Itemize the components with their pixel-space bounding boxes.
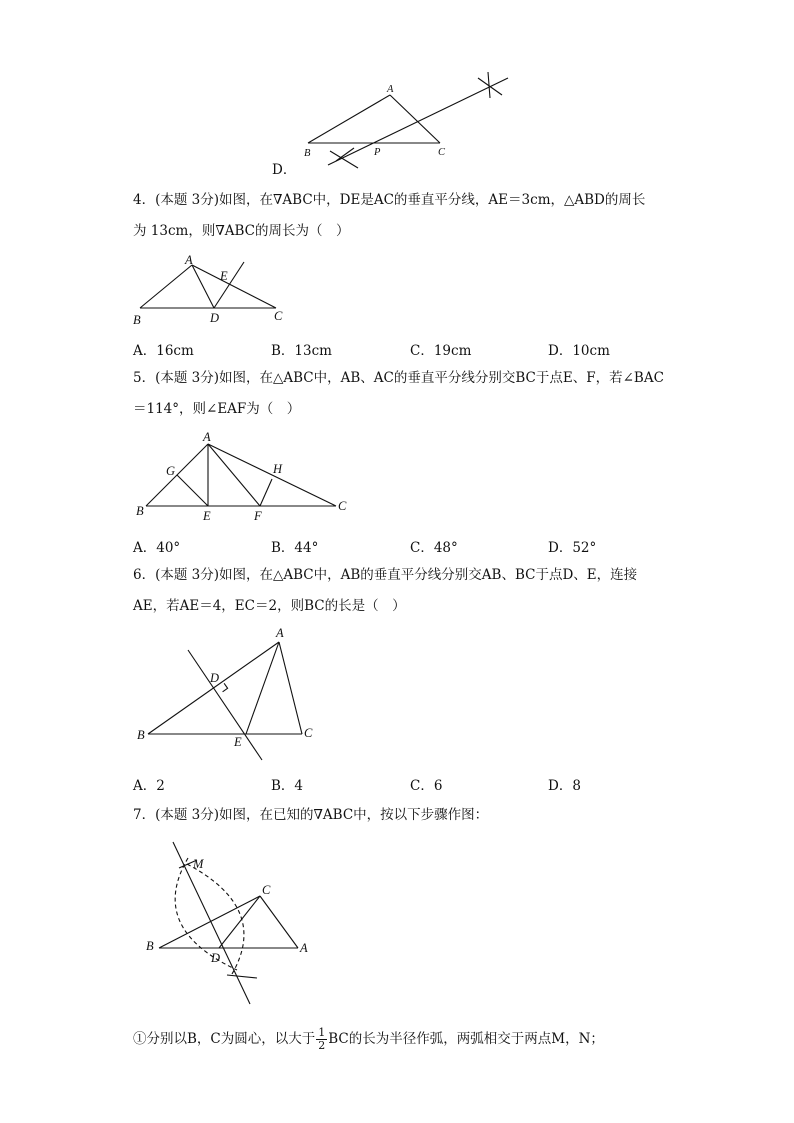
arc-centered-c (175, 858, 237, 970)
arc-mark (336, 148, 354, 161)
step1-text-after: BC的长为半径作弧，两弧相交于两点M，N； (328, 1031, 604, 1047)
q5-option-d[interactable]: D．52° (548, 540, 597, 556)
question-6 (133, 560, 673, 622)
label-d: D (210, 671, 220, 685)
label-p: P (374, 147, 381, 158)
q4-option-a[interactable]: A．16cm (133, 343, 194, 359)
fraction-numerator: 1 (318, 1026, 326, 1039)
fraction-denominator: 2 (318, 1039, 326, 1052)
label-a: A (185, 253, 193, 267)
question-7-step1 (133, 1024, 693, 1055)
bisector-fh (260, 479, 272, 506)
label-b: B (146, 939, 154, 953)
label-c: C (262, 883, 271, 897)
label-c: C (438, 147, 446, 158)
bisector-ge (177, 475, 208, 506)
question-4-line1: 4．(本题 3分)如图，在∇ABC中，DE是AC的垂直平分线，AE＝3cm，△ABD的周长 (133, 192, 646, 208)
segment-ab (308, 95, 390, 143)
q6-option-b[interactable]: B．4 (271, 778, 304, 794)
q6-option-d[interactable]: D．8 (548, 778, 581, 794)
question-6-line1: 6．(本题 3分)如图，在△ABC中，AB的垂直平分线分别交AB、BC于点D、E，连接 (133, 567, 638, 583)
label-m: M (193, 857, 204, 871)
option-d-label: D． (272, 162, 297, 178)
label-e: E (234, 735, 242, 749)
arc-mark (330, 151, 358, 168)
question-5-line2: ＝114°，则∠EAF为（ ） (133, 401, 301, 417)
segment-ac (192, 265, 276, 308)
label-c: C (304, 726, 313, 740)
segment-ac (208, 444, 336, 506)
figure-q4 (130, 248, 300, 328)
question-6-line2: AE，若AE＝4，EC＝2，则BC的长是（ ） (133, 598, 406, 614)
figure-q5 (130, 428, 360, 523)
label-a: A (203, 430, 211, 444)
label-b: B (137, 728, 145, 742)
label-f: F (254, 509, 262, 523)
q4-option-d[interactable]: D．10cm (548, 343, 610, 359)
label-b: B (304, 148, 311, 159)
figure-q6 (130, 622, 330, 762)
q4-option-c[interactable]: C．19cm (410, 343, 472, 359)
segment-cd (219, 896, 260, 948)
question-4-line2: 为 13cm，则∇ABC的周长为（ ） (133, 223, 350, 239)
q5-option-b[interactable]: B．44° (271, 540, 319, 556)
figure-prev-option-d (290, 68, 520, 173)
label-a: A (276, 626, 284, 640)
right-angle-mark (223, 683, 228, 692)
q6-option-a[interactable]: A．2 (133, 778, 165, 794)
label-h: H (273, 462, 283, 476)
arc-mark (227, 975, 257, 978)
label-d: D (211, 951, 221, 965)
q5-option-c[interactable]: C．48° (410, 540, 458, 556)
segment-ad (192, 265, 214, 308)
segment-ac (279, 642, 302, 734)
q6-option-c[interactable]: C．6 (410, 778, 443, 794)
q5-option-a[interactable]: A．40° (133, 540, 181, 556)
question-5-line1: 5．(本题 3分)如图，在△ABC中，AB、AC的垂直平分线分别交BC于点E、F，若∠BAC (133, 370, 664, 386)
figure-q7 (135, 838, 335, 1013)
label-b: B (133, 313, 141, 327)
segment-af (208, 444, 260, 506)
perpendicular-bisector (328, 78, 508, 165)
label-a: A (387, 84, 394, 95)
segment-ac (390, 95, 440, 143)
label-c: C (338, 499, 347, 513)
segment-bc (159, 896, 260, 948)
label-e: E (203, 509, 211, 523)
label-d: D (210, 311, 220, 325)
perpendicular-bisector-de (188, 650, 262, 760)
perpendicular-bisector-de (214, 262, 244, 308)
segment-ca (260, 896, 298, 948)
label-g: G (166, 464, 176, 478)
q4-option-b[interactable]: B．13cm (271, 343, 332, 359)
fraction-one-half (316, 1027, 327, 1052)
question-4 (133, 185, 673, 247)
label-a: A (300, 941, 308, 955)
segment-ae (246, 642, 279, 734)
question-7-line1: 7．(本题 3分)如图，在已知的∇ABC中，按以下步骤作图： (133, 807, 489, 823)
step1-text-before: ①分别以B，C为圆心，以大于 (133, 1031, 316, 1047)
question-5 (133, 363, 673, 425)
label-e: E (220, 269, 228, 283)
label-c: C (274, 309, 283, 323)
segment-ab (140, 265, 192, 308)
label-b: B (136, 504, 144, 518)
